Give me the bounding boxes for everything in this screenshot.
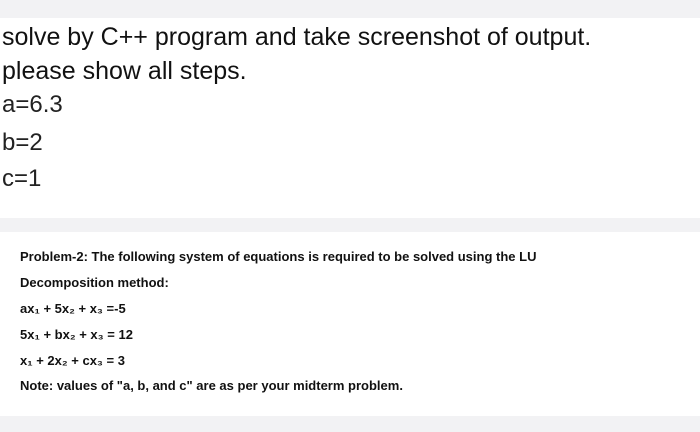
value-c: c=1: [2, 165, 42, 192]
problem-panel: [0, 232, 700, 416]
equation-2: 5x₁ + bx₂ + x₃ = 12: [20, 327, 133, 342]
bottom-strip: [0, 416, 700, 432]
top-strip: [0, 0, 700, 18]
problem-intro-line-2: Decomposition method:: [20, 275, 169, 290]
value-b: b=2: [2, 129, 43, 156]
problem-label: Problem-2:: [20, 249, 88, 264]
problem-intro: [20, 248, 536, 266]
value-a: a=6.3: [2, 91, 63, 118]
equation-3: x₁ + 2x₂ + cx₃ = 3: [20, 353, 125, 368]
question-line-1: solve by C++ program and take screenshot of output.: [2, 23, 592, 51]
question-panel: [0, 18, 700, 218]
problem-note: Note: values of "a, b, and c" are as per your midterm problem.: [20, 378, 403, 393]
problem-intro-text: The following system of equations is required to be solved using the LU: [87, 249, 537, 264]
equation-1: ax₁ + 5x₂ + x₃ =-5: [20, 301, 126, 316]
question-line-2: please show all steps.: [2, 57, 247, 85]
